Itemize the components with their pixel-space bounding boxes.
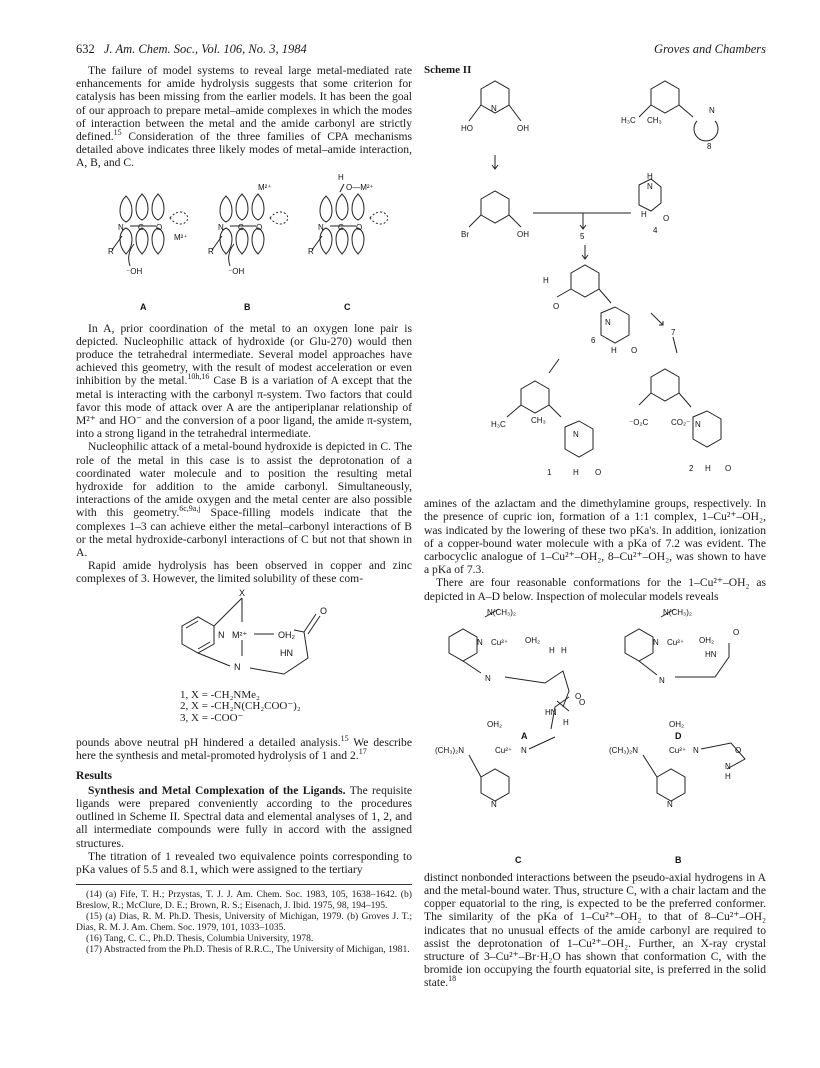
footnote: (17) Abstracted from the Ph.D. Thesis of R.R.C., The University of Michigan, 1981. bbox=[86, 944, 410, 956]
svg-text:R: R bbox=[208, 246, 214, 256]
mode-c-structure bbox=[312, 184, 388, 254]
svg-text:(CH₃)₂N: (CH₃)₂N bbox=[609, 745, 639, 755]
svg-text:N: N bbox=[218, 629, 225, 640]
svg-text:C: C bbox=[238, 222, 244, 232]
svg-text:X: X bbox=[239, 587, 246, 598]
svg-text:N: N bbox=[709, 106, 715, 116]
svg-text:OH₂: OH₂ bbox=[699, 635, 715, 645]
svg-text:1: 1 bbox=[547, 468, 552, 478]
svg-text:N: N bbox=[477, 637, 483, 647]
svg-text:O: O bbox=[631, 346, 638, 356]
svg-text:N: N bbox=[659, 675, 665, 685]
svg-text:HO: HO bbox=[461, 124, 473, 134]
svg-text:M²⁺: M²⁺ bbox=[174, 232, 188, 242]
svg-text:N: N bbox=[234, 661, 241, 672]
svg-text:H: H bbox=[573, 468, 579, 478]
svg-text:N: N bbox=[667, 799, 673, 809]
section-heading: Results bbox=[76, 768, 113, 782]
svg-text:O: O bbox=[595, 468, 602, 478]
svg-text:5: 5 bbox=[580, 232, 585, 242]
svg-text:Cu²⁺: Cu²⁺ bbox=[669, 745, 687, 755]
list-item: 1, X = -CH₂NMe₂ bbox=[180, 688, 260, 701]
svg-text:H: H bbox=[563, 717, 569, 727]
conformer-d-label: D bbox=[675, 730, 682, 741]
svg-text:H: H bbox=[705, 464, 711, 474]
svg-text:OH₂: OH₂ bbox=[487, 719, 503, 729]
paragraph: Nucleophilic attack of a metal-bound hydroxide is depicted in C. The role of the metal in this case is to assist the deprotonation of a coordinated water molecule and to position the resulting metal hydroxide for addition to the amide carbonyl. Simultaneously, interactions of the amide oxygen and the metal center are also possible with this geometry.$^{6c,9a,j}$ Space-filling models indicate that the complexes 1–3 can achieve either the metal–carbonyl interactions of B or the metal hydroxide-carbonyl interactions of C but not that shown in A. bbox=[76, 440, 413, 560]
svg-text:N: N bbox=[605, 318, 611, 328]
paragraph: amines of the azlactam and the dimethylamine groups, respectively. In the presence of cupric ion, formation of a 1:1 complex, 1–Cu²⁺–OH₂, was indicated by the lowering of these two pKa's. In addition, ionization of a copper-bound water molecule with a pKa of 7.2 was evident. The carbocyclic analogue of 1–Cu²⁺–OH₂, 8–Cu²⁺–OH₂, was shown to have a pKa of 7.3. bbox=[424, 497, 766, 577]
running-header bbox=[76, 42, 766, 58]
svg-text:HN: HN bbox=[545, 707, 557, 717]
paragraph: The failure of model systems to reveal large metal-mediated rate enhancements for amide hydrolysis suggests that some criterion for catalysis has been missing from the earlier models. It has been the goal of our approach to prepare metal–amide complexes in which the modes of interaction between the metal and the amide carbonyl are strictly defined.$^{15}$ Consideration of the three families of CPA mechanisms detailed above indicates three likely modes of metal–amide interaction, A, B, and C. bbox=[76, 64, 412, 170]
svg-text:N(CH₃)₂: N(CH₃)₂ bbox=[487, 607, 517, 617]
svg-text:N: N bbox=[491, 104, 497, 114]
svg-text:O: O bbox=[553, 302, 560, 312]
compound-list bbox=[76, 690, 412, 725]
svg-text:O: O bbox=[663, 214, 670, 224]
svg-text:O—M²⁺: O—M²⁺ bbox=[346, 182, 374, 192]
paragraph: Rapid amide hydrolysis has been observed in copper and zinc complexes of 3. However, the limited solubility of these com- bbox=[76, 559, 412, 586]
svg-text:⁻O₂C: ⁻O₂C bbox=[629, 418, 649, 428]
scheme-ii-figure bbox=[425, 77, 765, 497]
scheme-title: Scheme II bbox=[424, 64, 472, 76]
svg-text:Cu²⁺: Cu²⁺ bbox=[495, 745, 513, 755]
svg-text:OH₂: OH₂ bbox=[278, 629, 295, 640]
svg-text:O: O bbox=[579, 697, 586, 707]
svg-text:O: O bbox=[156, 222, 163, 232]
svg-text:Cu²⁺: Cu²⁺ bbox=[667, 637, 685, 647]
svg-text:N: N bbox=[647, 182, 653, 192]
svg-text:O: O bbox=[256, 222, 263, 232]
svg-text:Cu²⁺: Cu²⁺ bbox=[491, 637, 509, 647]
journal-citation: J. Am. Chem. Soc., Vol. 106, No. 3, 1984 bbox=[103, 42, 307, 56]
svg-text:O: O bbox=[320, 605, 328, 616]
svg-text:C: C bbox=[138, 222, 144, 232]
svg-text:N: N bbox=[693, 745, 699, 755]
paragraph: pounds above neutral pH hindered a detailed analysis.$^{15}$ We describe here the synthesis and metal-promoted hydrolysis of 1 and 2.17 bbox=[76, 734, 412, 763]
conformer-b-label: B bbox=[675, 854, 682, 865]
footnote: (16) Tang, C. C., Ph.D. Thesis, Columbia University, 1978. bbox=[86, 933, 314, 945]
running-head-authors: Groves and Chambers bbox=[653, 42, 766, 56]
svg-text:⁻OH: ⁻OH bbox=[228, 266, 245, 276]
svg-text:H₃C: H₃C bbox=[621, 116, 636, 126]
mode-a-label: A bbox=[140, 301, 147, 312]
svg-text:H: H bbox=[725, 771, 731, 781]
svg-text:C: C bbox=[338, 222, 344, 232]
svg-text:N: N bbox=[485, 673, 491, 683]
complex-structure-figure bbox=[134, 586, 354, 688]
svg-text:OH₂: OH₂ bbox=[525, 635, 541, 645]
conformer-c-label: C bbox=[515, 854, 522, 865]
svg-text:H: H bbox=[561, 645, 567, 655]
list-item: 3, X = -COO⁻ bbox=[180, 711, 244, 724]
svg-text:R: R bbox=[308, 246, 314, 256]
svg-text:HN: HN bbox=[705, 649, 717, 659]
svg-text:O: O bbox=[735, 745, 742, 755]
svg-text:8: 8 bbox=[707, 142, 712, 152]
svg-text:H: H bbox=[338, 172, 344, 182]
svg-text:N: N bbox=[521, 745, 527, 755]
svg-text:N: N bbox=[725, 761, 731, 771]
mode-c-label: C bbox=[344, 301, 351, 312]
list-item: 2, X = -CH₂N(CH₂COO⁻)₂ bbox=[180, 700, 301, 713]
svg-text:OH: OH bbox=[517, 124, 529, 134]
svg-text:H: H bbox=[611, 346, 617, 356]
conformer-a-label: A bbox=[521, 730, 528, 741]
svg-text:O: O bbox=[733, 627, 740, 637]
svg-text:Br: Br bbox=[461, 230, 469, 240]
svg-text:6: 6 bbox=[591, 336, 596, 346]
svg-text:M²⁺: M²⁺ bbox=[232, 629, 248, 640]
svg-text:4: 4 bbox=[653, 226, 658, 236]
svg-text:7: 7 bbox=[671, 328, 676, 338]
footnotes bbox=[76, 884, 412, 955]
conformations-figure bbox=[425, 603, 765, 871]
svg-text:O: O bbox=[725, 464, 732, 474]
footnote: (14) (a) Fife, T. H.; Przystas, T. J. J. Am. Chem. Soc. 1983, 105, 1638–1642. (b) Breslow, R.; McClure, D. E.; Brown, R. S.; Eisenach, J. Ibid. 1975, 98, 194–195. bbox=[76, 889, 412, 912]
left-column bbox=[76, 64, 412, 955]
right-column bbox=[424, 64, 766, 990]
svg-text:R: R bbox=[108, 246, 114, 256]
svg-text:N: N bbox=[318, 222, 324, 232]
paragraph: Synthesis and Metal Complexation of the Ligands. The requisite ligands were prepared conveniently according to the procedures outlined in Scheme II. Spectral data and elemental analyses of 1, 2, and all intermediate compounds were fully in accord with the assigned structures. bbox=[76, 783, 412, 850]
svg-text:CH₃: CH₃ bbox=[531, 416, 546, 426]
paragraph: In A, prior coordination of the metal to an oxygen lone pair is depicted. Nucleophilic attack of hydroxide (or Glu-270) would then produce the tetrahedral intermediate. Several model approaches have achieved this geometry, with the result of modest acceleration or even inhibition by the metal.$^{10h,16}$ Case B is a variation of A except that the metal is interacting with the carbonyl π-system. Two factors that could favor this mode of attack over A are the antiperiplanar relationship of M²⁺ and HO⁻ and the conversion of a poor ligand, the amide π-system, into a strong ligand in the tetrahedral intermediate. bbox=[76, 321, 412, 441]
svg-text:N: N bbox=[653, 637, 659, 647]
svg-text:N: N bbox=[573, 430, 579, 440]
footnote: (15) (a) Dias, R. M. Ph.D. Thesis, University of Michigan, 1979. (b) Groves J. T.; Dias, R. M. J. Am. Chem. Soc. 1979, 101, 1033–1035. bbox=[76, 911, 412, 934]
svg-text:H₃C: H₃C bbox=[491, 420, 506, 430]
svg-text:O: O bbox=[356, 222, 363, 232]
svg-text:H: H bbox=[543, 276, 549, 286]
svg-text:H: H bbox=[641, 210, 647, 220]
svg-text:N: N bbox=[218, 222, 224, 232]
atom-n: N bbox=[118, 222, 124, 232]
interaction-modes-figure bbox=[94, 170, 394, 322]
svg-text:CH₃: CH₃ bbox=[647, 116, 662, 126]
svg-text:(CH₃)₂N: (CH₃)₂N bbox=[435, 745, 465, 755]
svg-text:OH₂: OH₂ bbox=[669, 719, 685, 729]
svg-text:N(CH₃)₂: N(CH₃)₂ bbox=[663, 607, 693, 617]
svg-text:M²⁺: M²⁺ bbox=[258, 182, 272, 192]
paragraph: There are four reasonable conformations for the 1–Cu²⁺–OH₂ as depicted in A–D below. Inspection of molecular models reveals bbox=[424, 576, 766, 603]
svg-text:H: H bbox=[549, 645, 555, 655]
svg-text:N: N bbox=[695, 420, 701, 430]
svg-text:N: N bbox=[491, 799, 497, 809]
svg-text:CO₂⁻: CO₂⁻ bbox=[671, 418, 691, 428]
svg-text:HN: HN bbox=[280, 647, 293, 658]
svg-text:2: 2 bbox=[689, 464, 694, 474]
mode-b-label: B bbox=[244, 301, 251, 312]
page-number: 632 bbox=[76, 42, 95, 56]
svg-text:⁻OH: ⁻OH bbox=[126, 266, 143, 276]
paragraph: distinct nonbonded interactions between the pseudo-axial hydrogens in A and the metal-bound water. Thus, structure C, with a chair lactam and the copper equatorial to the ring, is expected to be the preferred conformer. The similarity of the pKa of 1–Cu²⁺–OH₂ to that of 8–Cu²⁺–OH₂ indicates that no unusual effects of the amide carbonyl are required to assist the deprotonation of 1–Cu²⁺–OH₂. Further, an X-ray crystal structure of 3–Cu²⁺–Br·H₂O has shown that conformation C, with the bromide ion occupying the fourth equatorial site, is preferred in the solid state.$^{18}$ bbox=[424, 870, 766, 990]
svg-text:O: O bbox=[575, 691, 582, 701]
paragraph: The titration of 1 revealed two equivalence points corresponding to pKa values of 5.5 and 8.1, which were assigned to the tertiary bbox=[76, 849, 412, 877]
svg-text:H: H bbox=[647, 172, 653, 182]
svg-text:OH: OH bbox=[517, 230, 529, 240]
